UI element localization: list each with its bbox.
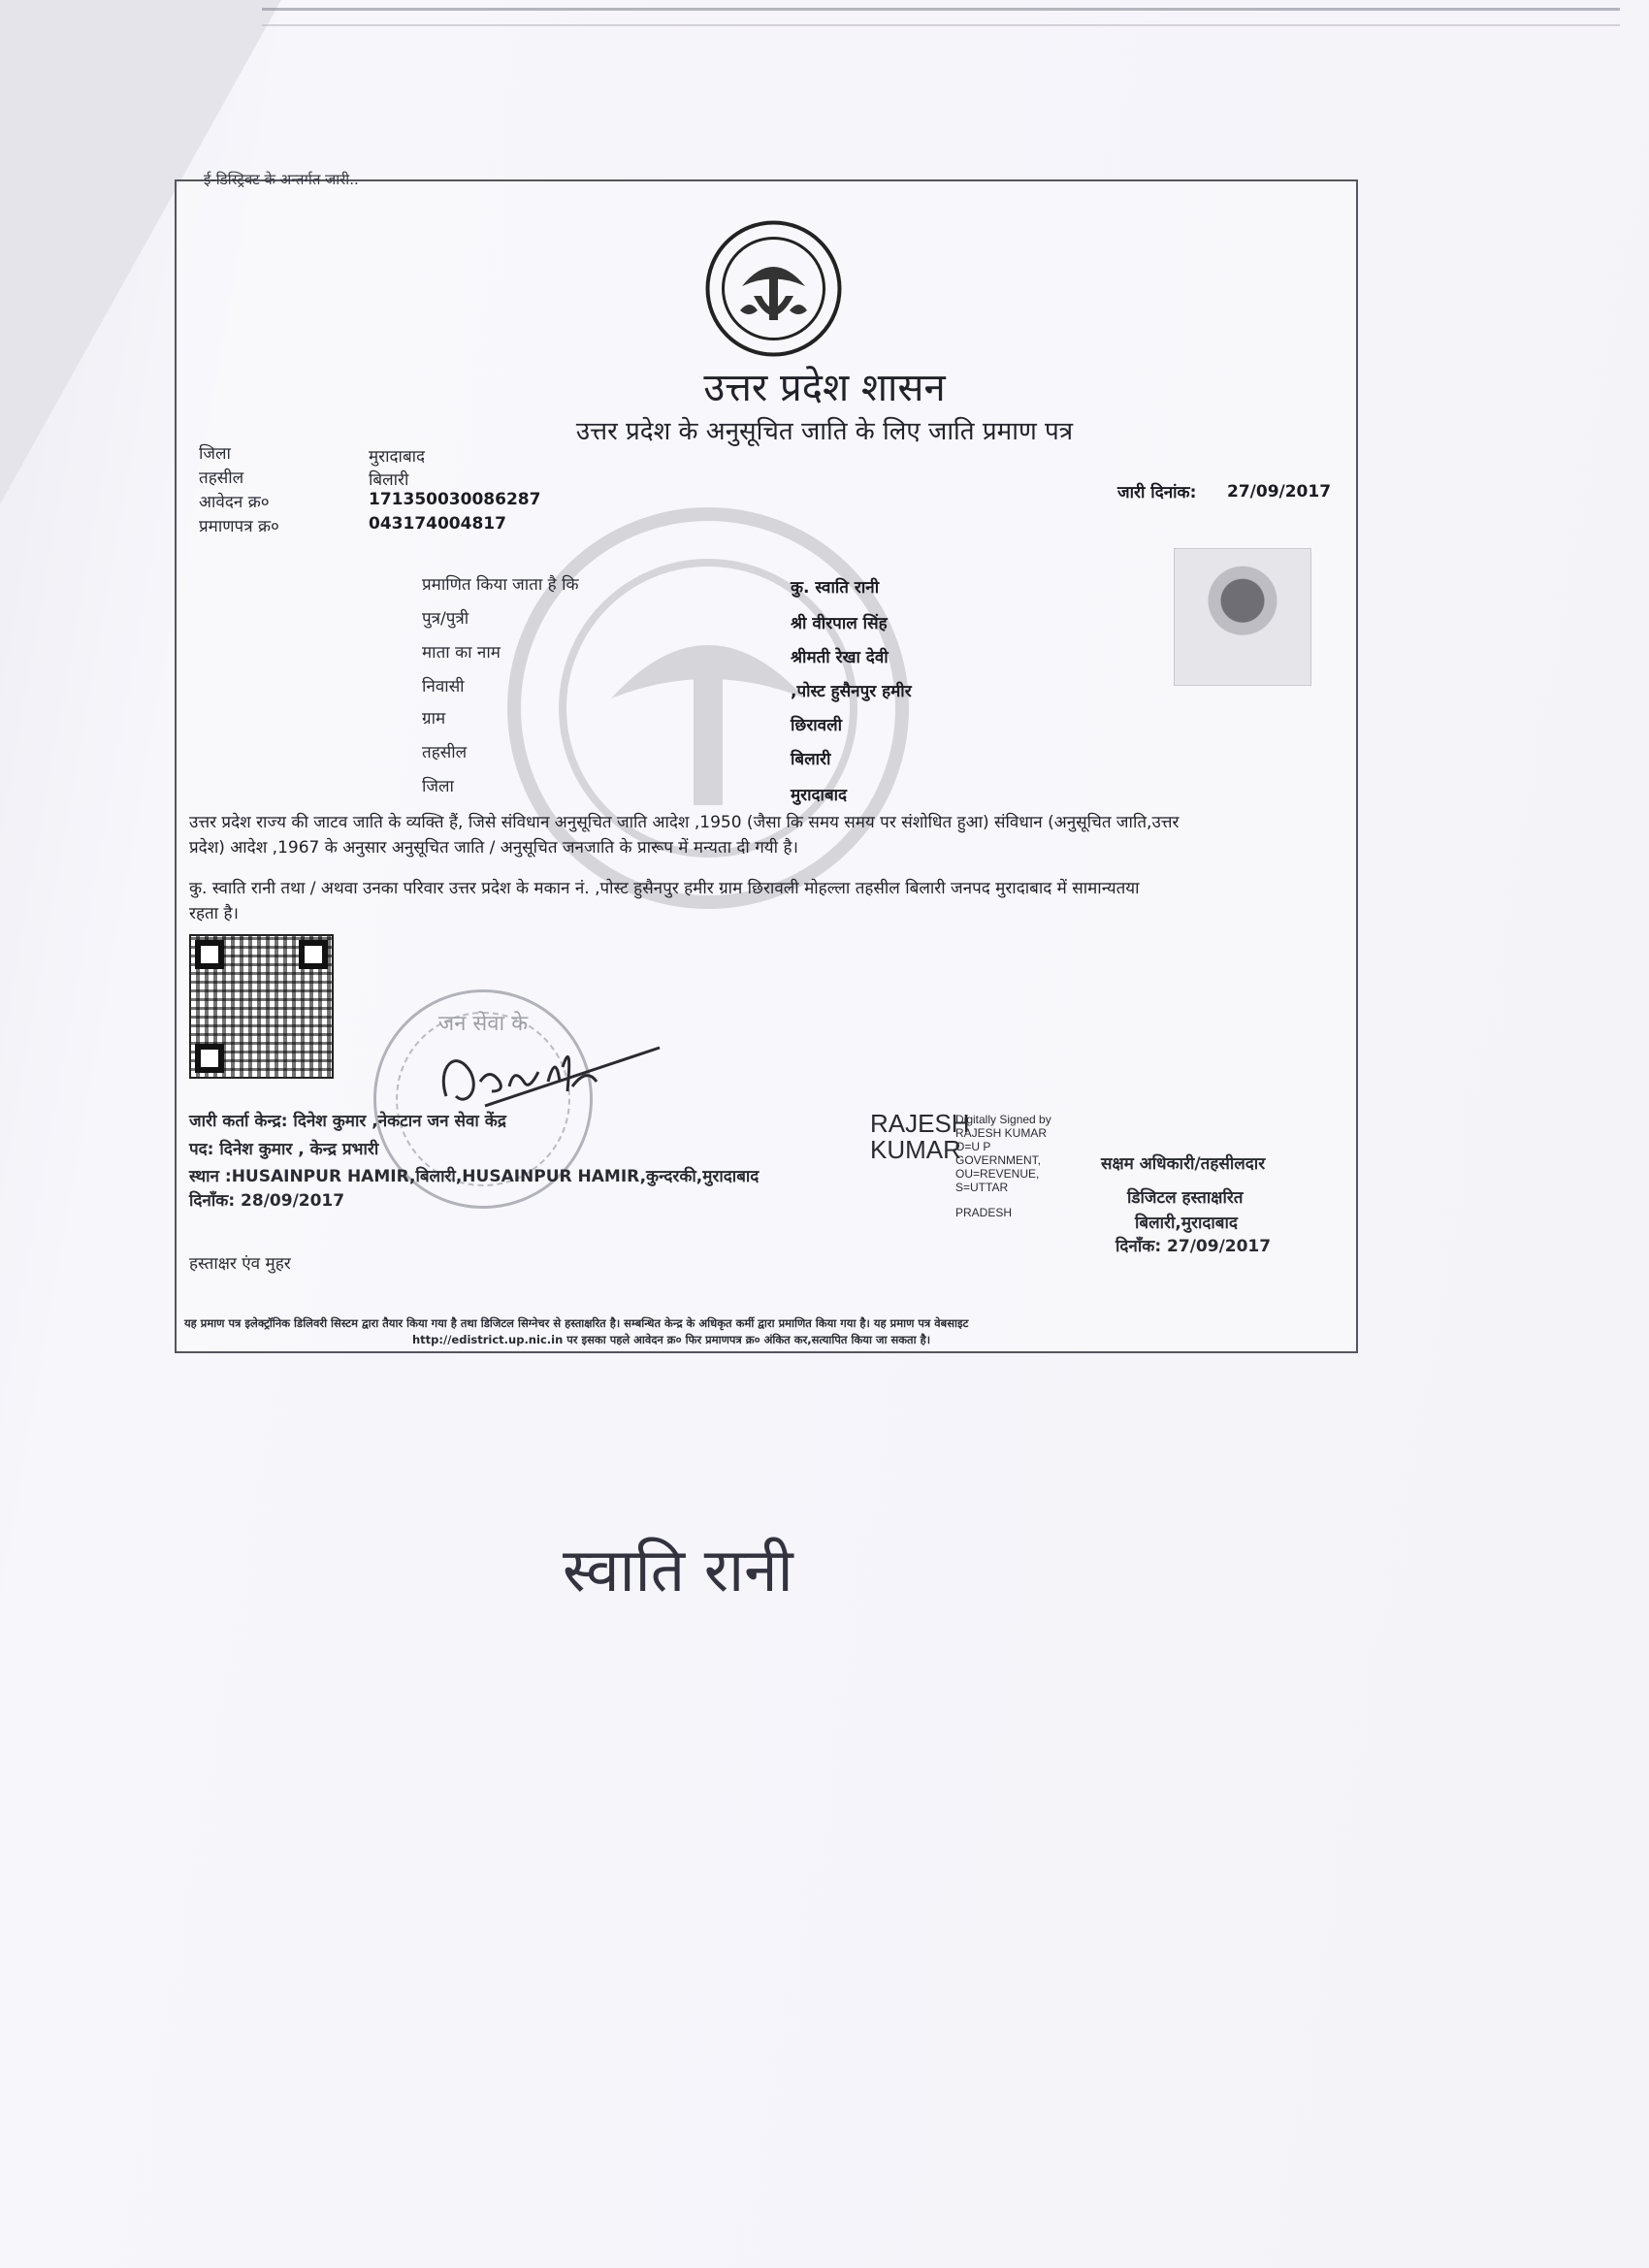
meta-label-tehsil: तहसील	[199, 469, 244, 488]
meta-label-certificate-no: प्रमाणपत्र क्र०	[199, 517, 279, 536]
person-label-tehsil: तहसील	[422, 743, 468, 762]
applicant-photo	[1174, 548, 1311, 686]
person-value-tehsil: बिलारी	[791, 750, 831, 769]
footer-line2: http://edistrict.up.nic.in पर इसका पहले आवेदन क्र० फिर प्रमाणपत्र क्र० अंकित कर,सत्यापित किया जा सकता है।	[412, 1333, 931, 1346]
up-government-emblem-icon	[703, 218, 844, 359]
qr-code	[189, 934, 334, 1079]
meta-label-district: जिला	[199, 444, 231, 464]
paper-top-edge	[262, 8, 1620, 26]
meta-label-application-no: आवेदन क्र०	[199, 493, 270, 512]
person-label-resident: निवासी	[422, 677, 465, 697]
person-value-father: श्री वीरपाल सिंह	[791, 614, 888, 633]
person-value-district: मुरादाबाद	[791, 786, 848, 805]
person-value-name: कु. स्वाति रानी	[791, 578, 880, 598]
authority-date: दिनाँक: 27/09/2017	[1116, 1237, 1272, 1256]
issuer-post: पद: दिनेश कुमार , केन्द्र प्रभारी	[189, 1140, 379, 1159]
authority-title: सक्षम अधिकारी/तहसीलदार	[1101, 1154, 1266, 1174]
authority-office: बिलारी,मुरादाबाद	[1135, 1214, 1238, 1233]
meta-value-tehsil: बिलारी	[369, 470, 409, 490]
person-value-resident: ,पोस्ट हुसैनपुर हमीर	[791, 682, 912, 701]
body-para1-line1: उत्तर प्रदेश राज्य की जाटव जाति के व्यक्ति हैं, जिसे संविधान अनुसूचित जाति आदेश ,1950 (जैसा कि समय समय पर संशोधित हुआ) संविधान (अनुसूचित जाति,उत्तर	[189, 813, 1180, 832]
digital-sign-name-line1: RAJESH	[870, 1109, 970, 1138]
issued-under-text: ई-डिस्ट्रिक्ट के अन्तर्गत जारी..	[204, 171, 359, 188]
seal-text: जन सेवा के	[437, 1012, 529, 1036]
person-label-mother: माता का नाम	[422, 643, 501, 663]
person-label-child-of: पुत्र/पुत्री	[422, 609, 469, 629]
meta-value-application-no: 171350030086287	[369, 490, 541, 509]
footer-line1: यह प्रमाण पत्र इलेक्ट्रॉनिक डिलिवरी सिस्टम द्वारा तैयार किया गया है तथा डिजिटल सिग्नेचर से हस्ताक्षरित है। सम्बन्धित केन्द्र के अधिकृत कर्मी द्वारा प्रमाणित किया गया है। यह प्रमाण पत्र वेबसाइट	[184, 1316, 969, 1330]
digital-sign-name-line2: KUMAR	[870, 1135, 961, 1164]
person-label-village: ग्राम	[422, 709, 446, 729]
issuer-date: दिनाँक: 28/09/2017	[189, 1191, 345, 1211]
certificate-subtitle: उत्तर प्रदेश के अनुसूचित जाति के लिए जाति प्रमाण पत्र	[575, 417, 1074, 446]
body-para1-line2: प्रदेश) आदेश ,1967 के अनुसार अनुसूचित जाति / अनुसूचित जनजाति के प्रारूप में मन्यता दी गयी है।	[189, 838, 798, 858]
issue-date-label: जारी दिनांक:	[1117, 483, 1197, 502]
person-value-village: छिरावली	[791, 716, 843, 735]
body-para2-line2: रहता है।	[189, 904, 239, 923]
issuer-place: स्थान :HUSAINPUR HAMIR,बिलारी,HUSAINPUR HAMIR,कुन्दरकी,मुरादाबाद	[189, 1167, 760, 1186]
person-label-certified: प्रमाणित किया जाता है कि	[422, 575, 579, 595]
handwritten-signature: स्वाति रानी	[563, 1535, 793, 1605]
body-para2-line1: कु. स्वाति रानी तथा / अथवा उनका परिवार उत्तर प्रदेश के मकान नं. ,पोस्ट हुसैनपुर हमीर ग्राम छिरावली मोहल्ला तहसील बिलारी जनपद मुरादाबाद में सामान्यतया	[189, 879, 1140, 898]
meta-value-certificate-no: 043174004817	[369, 514, 506, 534]
person-value-mother: श्रीमती रेखा देवी	[791, 648, 889, 667]
certificate-title: उत्तर प्रदेश शासन	[703, 366, 946, 410]
issue-date: 27/09/2017	[1227, 482, 1332, 502]
sign-seal-label: हस्ताक्षर एंव मुहर	[189, 1254, 291, 1274]
issuer-signature	[427, 1028, 669, 1116]
authority-signed: डिजिटल हस्ताक्षरित	[1127, 1188, 1244, 1208]
person-label-district: जिला	[422, 777, 454, 796]
issuer-kendra: जारी कर्ता केन्द्र: दिनेश कुमार ,नेकटान जन सेवा केंद्र	[189, 1112, 506, 1131]
digital-sign-info: Digitally Signed by RAJESH KUMAR O=U P GOVERNMENT, OU=REVENUE, S=UTTAR PRADESH	[955, 1113, 1051, 1219]
meta-value-district: मुरादाबाद	[369, 447, 426, 467]
